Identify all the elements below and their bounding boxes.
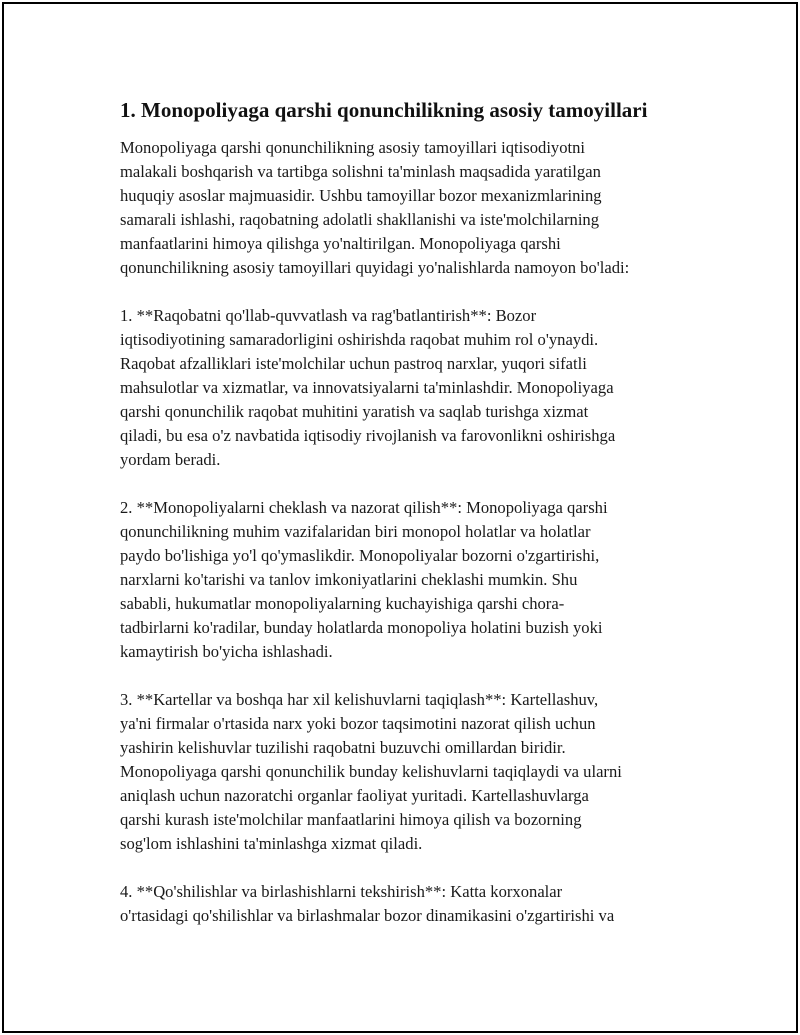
text-line: Raqobat afzalliklari iste'molchilar uchun pastroq narxlar, yuqori sifatli <box>120 354 587 373</box>
document-page <box>2 2 798 1033</box>
document-title: 1. Monopoliyaga qarshi qonunchilikning asosiy tamoyillari <box>120 98 648 122</box>
principle-3-paragraph <box>120 688 692 856</box>
text-line: qarshi qonunchilik raqobat muhitini yaratish va saqlab turishga xizmat <box>120 402 589 421</box>
text-line: sababli, hukumatlar monopoliyalarning kuchayishiga qarshi chora- <box>120 594 565 613</box>
text-line: 2. **Monopoliyalarni cheklash va nazorat qilish**: Monopoliyaga qarshi <box>120 498 608 517</box>
text-line: samarali ishlashi, raqobatning adolatli shakllanishi va iste'molchilarning <box>120 210 600 229</box>
text-line: ya'ni firmalar o'rtasida narx yoki bozor taqsimotini nazorat qilish uchun <box>120 714 596 733</box>
text-line: aniqlash uchun nazoratchi organlar faoliyat yuritadi. Kartellashuvlarga <box>120 786 589 805</box>
text-line: huquqiy asoslar majmuasidir. Ushbu tamoyillar bozor mexanizmlarining <box>120 186 602 205</box>
text-line: qonunchilikning asosiy tamoyillari quyidagi yo'nalishlarda namoyon bo'ladi: <box>120 258 630 277</box>
text-line: manfaatlarini himoya qilishga yo'naltirilgan. Monopoliyaga qarshi <box>120 234 561 253</box>
text-line: yashirin kelishuvlar tuzilishi raqobatni buzuvchi omillardan biridir. <box>120 738 566 757</box>
text-line: qonunchilikning muhim vazifalaridan biri monopol holatlar va holatlar <box>120 522 591 541</box>
text-line: o'rtasidagi qo'shilishlar va birlashmalar bozor dinamikasini o'zgartirishi va <box>120 906 615 925</box>
text-line: kamaytirish bo'yicha ishlashadi. <box>120 642 333 661</box>
text-line: qarshi kurash iste'molchilar manfaatlarini himoya qilish va bozorning <box>120 810 582 829</box>
principle-4-paragraph <box>120 880 692 928</box>
text-line: malakali boshqarish va tartibga solishni ta'minlash maqsadida yaratilgan <box>120 162 601 181</box>
text-line: tadbirlarni ko'radilar, bunday holatlarda monopoliya holatini buzish yoki <box>120 618 603 637</box>
text-line: mahsulotlar va xizmatlar, va innovatsiyalarni ta'minlashdir. Monopoliyaga <box>120 378 614 397</box>
text-line: narxlarni ko'tarishi va tanlov imkoniyatlarini cheklashi mumkin. Shu <box>120 570 578 589</box>
text-line: iqtisodiyotining samaradorligini oshirishda raqobat muhim rol o'ynaydi. <box>120 330 599 349</box>
text-line: 4. **Qo'shilishlar va birlashishlarni tekshirish**: Katta korxonalar <box>120 882 563 901</box>
text-line: 3. **Kartellar va boshqa har xil kelishuvlarni taqiqlash**: Kartellashuv, <box>120 690 599 709</box>
intro-paragraph <box>120 136 692 280</box>
principle-2-paragraph <box>120 496 692 664</box>
text-line: sog'lom ishlashini ta'minlashga xizmat qiladi. <box>120 834 423 853</box>
text-line: qiladi, bu esa o'z navbatida iqtisodiy rivojlanish va farovonlikni oshirishga <box>120 426 616 445</box>
text-line: Monopoliyaga qarshi qonunchilikning asosiy tamoyillari iqtisodiyotni <box>120 138 586 157</box>
text-line: paydo bo'lishiga yo'l qo'ymaslikdir. Monopoliyalar bozorni o'zgartirishi, <box>120 546 600 565</box>
document-body <box>120 96 692 952</box>
text-line: Monopoliyaga qarshi qonunchilik bunday kelishuvlarni taqiqlaydi va ularni <box>120 762 622 781</box>
text-line: 1. **Raqobatni qo'llab-quvvatlash va rag'batlantirish**: Bozor <box>120 306 537 325</box>
principle-1-paragraph <box>120 304 692 472</box>
text-line: yordam beradi. <box>120 450 221 469</box>
